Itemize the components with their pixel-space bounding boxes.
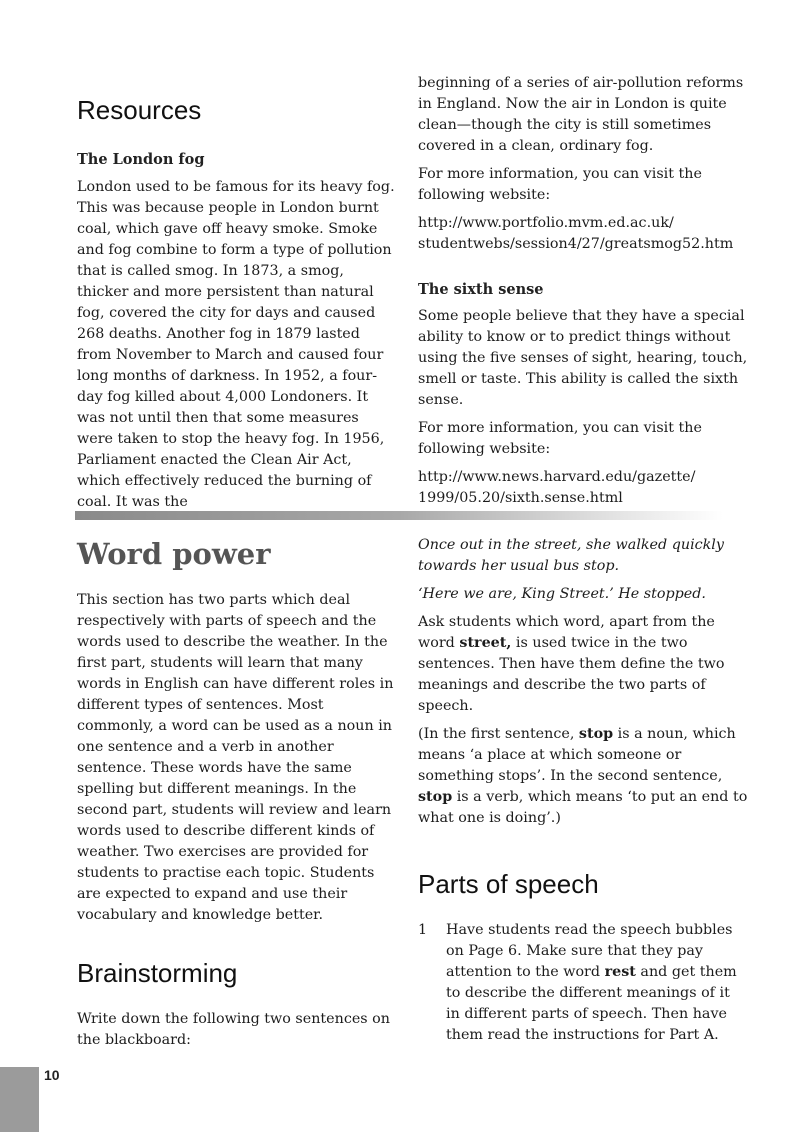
sixth-sense-more-info: For more information, you can visit the following website: xyxy=(418,420,702,457)
parts-of-speech-list xyxy=(418,920,748,1046)
keyword-stop-1: stop xyxy=(578,726,614,742)
sixth-sense-title: The sixth sense xyxy=(418,281,544,298)
london-fog-body-cont: beginning of a series of air-pollution reforms in England. Now the air in London is quite clean—though the city is still sometimes covered in a clean, ordinary fog. xyxy=(418,75,744,154)
resources-heading: Resources xyxy=(77,95,202,125)
example-sentence-2: ‘Here we are, King Street.’ He stopped. xyxy=(418,586,706,602)
section-divider xyxy=(75,511,723,520)
keyword-rest: rest xyxy=(604,964,636,980)
london-fog-url[interactable] xyxy=(418,213,748,255)
london-fog-url-line2[interactable]: studentwebs/session4/27/greatsmog52.htm xyxy=(418,236,734,252)
brainstorming-explanation: (In the first sentence, stop is a noun, which means ‘a place at which someone or something stops’. In the second sentence, stop is a verb, which means ‘to put an end to what one is doing’.) xyxy=(418,726,748,826)
word-power-body: This section has two parts which deal respectively with parts of speech and the words used to describe the weather. In the first part, students will learn that many words in English can have different roles in different types of sentences. Most commonly, a word can be used as a noun in one sentence and a verb in another sentence. These words have the same spelling but different meanings. In the second part, students will review and learn words used to describe different kinds of weather. Two exercises are provided for students to practise each topic. Students are expected to expand and use their vocabulary and knowledge better. xyxy=(77,592,394,923)
brainstorming-ask: Ask students which word, apart from the word street, is used twice in the two sentences. Then have them define the two meanings and describe the two parts of speech. xyxy=(418,614,725,714)
brainstorming-heading: Brainstorming xyxy=(77,958,238,988)
page-tab xyxy=(0,1067,39,1132)
sixth-sense-url-line1[interactable]: http://www.news.harvard.edu/gazette/ xyxy=(418,469,696,485)
keyword-stop-2: stop xyxy=(418,789,453,805)
word-power-section xyxy=(77,537,397,1051)
parts-of-speech-heading: Parts of speech xyxy=(418,869,599,899)
london-fog-url-line1[interactable]: http://www.portfolio.mvm.ed.ac.uk/ xyxy=(418,215,674,231)
brainstorming-section-cont xyxy=(418,535,748,1046)
resources-section xyxy=(77,95,397,513)
london-fog-title: The London fog xyxy=(77,151,205,168)
sixth-sense-url-line2[interactable]: 1999/05.20/sixth.sense.html xyxy=(418,490,623,506)
word-power-heading: Word power xyxy=(77,537,271,571)
london-fog-more-info: For more information, you can visit the following website: xyxy=(418,166,702,203)
page-number: 10 xyxy=(44,1067,60,1083)
brainstorming-body: Write down the following two sentences on the blackboard: xyxy=(77,1011,391,1048)
sixth-sense-body: Some people believe that they have a special ability to know or to predict things without using the five senses of sight, hearing, touch, smell or taste. This ability is called the sixth sense. xyxy=(418,308,748,408)
london-fog-body: London used to be famous for its heavy fog. This was because people in London burnt coal, which gave off heavy smoke. Smoke and fog combine to form a type of pollution that is called smog. In 1873, a smog, thicker and more persistent than natural fog, covered the city for days and caused 268 deaths. Another fog in 1879 lasted from November to March and caused four long months of darkness. In 1952, a four-day fog killed about 4,000 Londoners. It was not until then that some measures were taken to stop the heavy fog. In 1956, Parliament enacted the Clean Air Act, which effectively reduced the burning of coal. It was the xyxy=(77,179,395,510)
list-item: 1 Have students read the speech bubbles on Page 6. Make sure that they pay attention to the word rest and get them to describe the different meanings of it in different parts of speech. Then have them read the instructions for Part A. xyxy=(418,922,737,1043)
sixth-sense-url[interactable] xyxy=(418,467,748,509)
resources-section-cont xyxy=(418,73,748,509)
list-item-number: 1 xyxy=(418,922,428,938)
keyword-street: street, xyxy=(459,635,512,651)
example-sentence-1: Once out in the street, she walked quickly towards her usual bus stop. xyxy=(418,537,724,574)
